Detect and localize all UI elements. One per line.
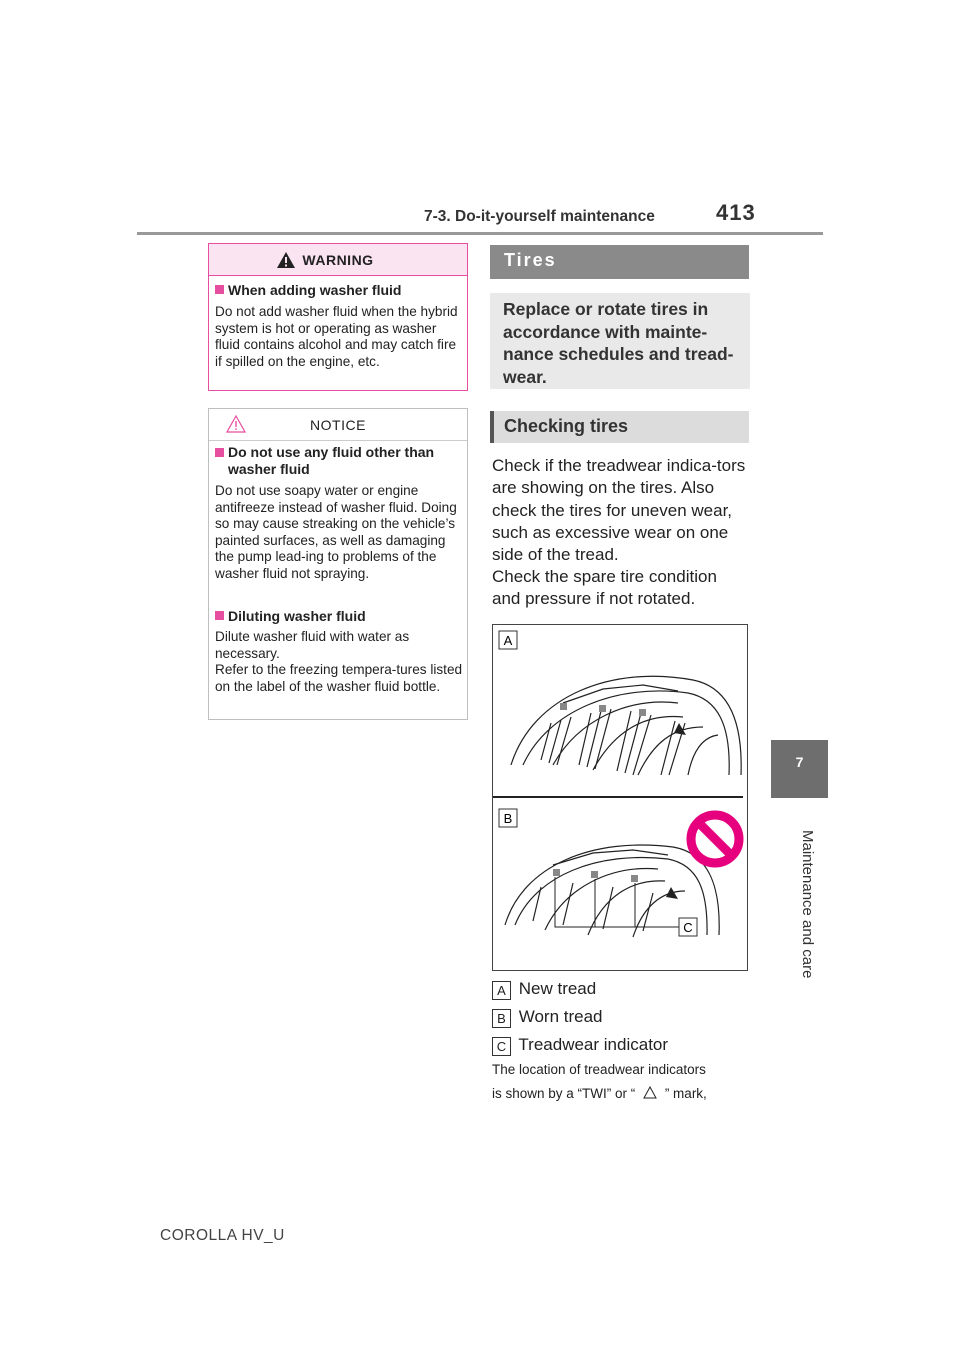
warning-subhead-text: When adding washer fluid [228,282,402,298]
twi-triangle-icon [666,887,678,899]
header-rule [137,232,823,235]
notice-subhead-2 [215,608,366,624]
legend-key-c: C [492,1037,511,1056]
warning-subhead [215,282,401,298]
tread-indicator-mark [631,875,638,882]
notice-title: NOTICE [310,417,366,433]
note-line-2 [492,1086,707,1101]
checking-tires-bar [490,411,749,443]
note-line-2-post: ” mark, [664,1086,707,1101]
notice-subhead-1 [215,444,463,478]
warning-box [208,243,468,391]
tread-indicator-mark [560,703,567,710]
notice-box [208,408,468,720]
tires-paragraph-2: Check the spare tire condition and pressure if not rotated. [492,567,717,609]
leader-line [555,877,679,927]
tread-indicator-mark [591,871,598,878]
new-tire-drawing [511,676,741,775]
legend-item-a [492,979,596,1000]
chapter-number: 7 [795,754,804,770]
checking-tires-title: Checking tires [504,416,629,436]
tread-indicator-mark [553,869,560,876]
legend-key-b: B [492,1009,511,1028]
label-b: B [503,811,513,826]
notice-text-2 [215,629,463,695]
tread-indicator-mark [639,709,646,716]
chapter-title: Maintenance and care [799,830,816,979]
legend-item-b [492,1007,603,1028]
legend-key-a: A [492,981,511,1000]
footer-model: COROLLA HV_U [160,1227,285,1244]
notice-text-2a: Dilute washer fluid with water as necessary. [215,629,410,661]
legend-text-a: New tread [518,979,597,998]
bullet-square-icon [215,611,224,620]
tires-paragraph-1: Check if the treadwear indica-tors are showing on the tires. Also check the tires for uneven wear, such as excessive wear on one side of the tread. [492,456,746,565]
tires-intro-text: Replace or rotate tires in accordance with mainte-nance schedules and tread-wear. [503,299,734,387]
legend-item-c [492,1035,668,1056]
tires-section-title: Tires [504,250,557,270]
notice-subhead-1-text: Do not use any fluid other than washer fluid [228,444,435,477]
section-heading: 7-3. Do-it-yourself maintenance [424,208,655,225]
triangle-mark-icon [643,1086,657,1099]
bullet-square-icon [215,448,224,457]
warning-text: Do not add washer fluid when the hybrid system is hot or operating as washer fluid contains alcohol and may catch fire if spilled on the engine, etc. [215,304,458,369]
tread-indicator-mark [599,705,606,712]
label-c: C [683,920,693,935]
tread-illustration [493,625,747,970]
notice-text-1: Do not use soapy water or engine antifreeze instead of washer fluid. Doing so may cause streaking on the vehicle’s painted surfaces, as well as damaging the pump lead-ing to problems of the washer fluid not spraying. [215,483,457,581]
legend-text-c: Treadwear indicator [518,1035,669,1054]
notice-subhead-2-text: Diluting washer fluid [228,608,366,624]
warning-header [209,244,467,276]
tires-intro-box [490,293,750,389]
notice-text-2b: Refer to the freezing tempera-tures listed on the label of the washer fluid bottle. [215,662,463,694]
label-a: A [503,633,513,648]
note-line-2-pre: is shown by a “TWI” or “ [492,1086,636,1101]
tread-figure [492,624,748,971]
bullet-square-icon [215,285,224,294]
notice-header [209,409,467,441]
page-number: 413 [716,200,756,225]
legend-text-b: Worn tread [518,1007,603,1026]
warning-title: WARNING [302,252,374,268]
note-line-1: The location of treadwear indicators [492,1062,706,1077]
prohibited-icon [691,815,739,863]
tires-section-bar [490,245,749,279]
